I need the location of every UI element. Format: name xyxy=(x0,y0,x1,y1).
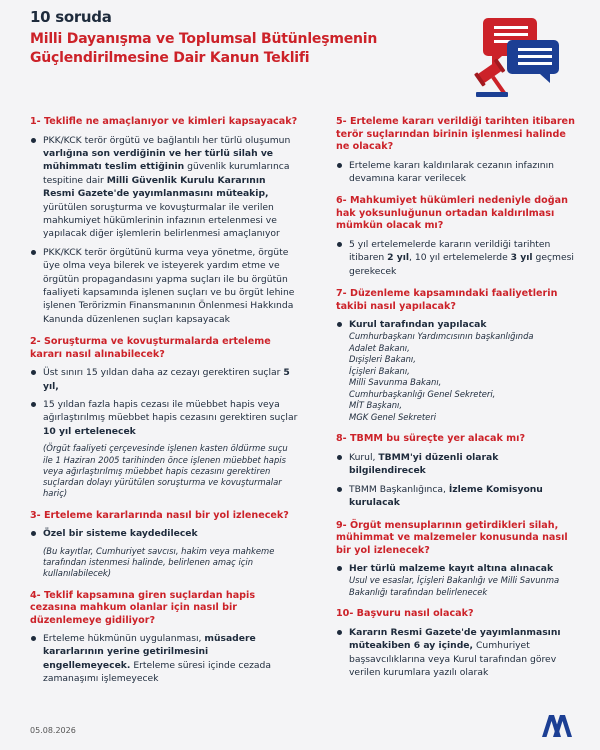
answer-text: , 10 yıl ertelemelerde xyxy=(409,252,511,264)
member-line: MİT Başkanı, xyxy=(349,400,402,411)
answer-text: Üst sınırı 15 yıldan daha az cezayı gerektiren suçlar xyxy=(43,367,284,379)
answer-text: geçmesi gerekecek xyxy=(349,252,574,277)
answer-bold: varlığına son verdiğinin ve her türlü silah ve mühimmatı teslim ettiğinin xyxy=(43,147,274,173)
law-chat-icon xyxy=(466,12,566,104)
answer-item: PKK/KCK terör örgütünü kurma veya yönetme, örgüte üye olma veya bilerek ve isteyerek yardım etme ve örgütün propagandasını yapma suçları ile bu örgütün faaliyeti kapsamında işlenen suçları ve bu örgüt lehine işlenen Terörizmin Finansmanının Önlenmesi Hakkında Kanunda düzenlenen suçları kapsayacak xyxy=(30,246,298,326)
answer-item xyxy=(336,626,576,680)
answer-item xyxy=(30,398,298,438)
member-line: Milli Savunma Bakanı, xyxy=(349,377,442,388)
answer-bold: 10 yıl ertelenecek xyxy=(43,425,136,437)
question-title: 3- Erteleme kararlarında nasıl bir yol izlenecek? xyxy=(30,509,289,521)
question-1 xyxy=(30,116,298,326)
page-title-line1: Milli Dayanışma ve Toplumsal Bütünleşmenin xyxy=(30,31,378,47)
question-title: 5- Erteleme kararı verildiği tarihten itibaren terör suçlarından birinin işlenmesi halinde ne olacak? xyxy=(336,116,575,152)
member-line: İçişleri Bakanı, xyxy=(349,365,410,376)
answer-text: 15 yıldan fazla hapis cezası ile müebbet hapis veya ağırlaştırılmış müebbet hapis cezasını gerektiren suçlar xyxy=(43,399,298,424)
page-title-line2: Güçlendirilmesine Dair Kanun Teklifi xyxy=(30,50,310,66)
answer-bold: İzleme Komisyonu kurulacak xyxy=(349,483,543,509)
answer-bold: Kararın Resmi Gazete'de yayımlanmasını müteakiben 6 ay içinde, xyxy=(349,626,561,652)
answer-item xyxy=(336,483,576,510)
member-line: Cumhurbaşkanlığı Genel Sekreteri, xyxy=(349,388,496,399)
answer-text: 5 yıl ertelemelerde kararın verildiği tarihten itibaren xyxy=(349,238,551,264)
question-title: 2- Soruşturma ve kovuşturmalarda erteleme kararı nasıl alınabilecek? xyxy=(30,336,271,360)
answer-text: güvenlik kurumlarınca tespitine dair xyxy=(43,161,290,186)
question-title: 6- Mahkumiyet hükümleri nedeniyle doğan hak yoksunluğunun ortadan kaldırılması mümkün olacak mı? xyxy=(336,195,568,232)
left-column xyxy=(30,116,298,696)
question-4 xyxy=(30,590,298,686)
page-kicker: 10 soruda xyxy=(30,8,112,26)
question-10 xyxy=(336,608,576,679)
answer-item xyxy=(30,134,298,241)
answer-text: Kurul, xyxy=(349,451,379,463)
answer-text: Erteleme süresi içinde cezada zamanaşımı işlemeyecek xyxy=(43,659,272,685)
member-line: Dışişleri Bakanı, xyxy=(349,354,416,365)
question-2 xyxy=(30,336,298,500)
question-title: 7- Düzenleme kapsamındaki faaliyetlerin takibi nasıl yapılacak? xyxy=(336,288,558,312)
question-3 xyxy=(30,510,298,580)
question-title: 8- TBMM bu süreçte yer alacak mı? xyxy=(336,433,526,445)
right-column xyxy=(336,116,576,690)
answer-item xyxy=(30,632,298,686)
answer-bold: müsadere kararlarının yerine getirilmesini engellemeyecek. xyxy=(43,633,256,671)
member-line: MGK Genel Sekreteri xyxy=(349,411,437,422)
answer-bold: TBMM'yi düzenli olarak bilgilendirecek xyxy=(349,451,499,477)
question-title: 1- Teklifle ne amaçlanıyor ve kimleri kapsayacak? xyxy=(30,116,298,127)
answer-text: Cumhuriyet başsavcılıklarına veya Kurul tarafından görev verilen kurumlara yazılı olarak xyxy=(349,640,557,679)
answer-item xyxy=(336,318,576,423)
answer-text: PKK/KCK terör örgütü ve bağlantılı her türlü oluşumun xyxy=(43,134,291,146)
answer-bold: 3 yıl xyxy=(510,252,533,264)
question-5 xyxy=(336,116,576,185)
answer-text: TBMM Başkanlığınca, xyxy=(349,483,449,495)
answer-bold: 5 yıl, xyxy=(43,367,290,392)
question-6 xyxy=(336,195,576,278)
question-7 xyxy=(336,288,576,423)
answer-note: (Örgüt faaliyeti çerçevesinde işlenen kasten öldürme suçu ile 1 Haziran 2005 tarihinden önce işlenen müebbet hapis veya ağırlaştırılmış müebbet hapis cezasını gerektiren suçlardan dolayı yürütülen soruşturma ve kovuşturmalar hariç) xyxy=(43,443,288,499)
answer-sub: Usul ve esaslar, İçişleri Bakanlığı ve Milli Savunma Bakanlığı tarafından belirlenecek xyxy=(349,575,560,597)
answer-bold: 2 yıl xyxy=(387,252,410,264)
page-title xyxy=(30,30,450,68)
aa-logo-icon xyxy=(540,712,574,738)
question-title: 10- Başvuru nasıl olacak? xyxy=(336,608,474,620)
member-line: Adalet Bakanı, xyxy=(349,342,410,353)
question-9 xyxy=(336,520,576,599)
header xyxy=(30,8,450,68)
question-title: 9- Örgüt mensuplarının getirdikleri silah, mühimmat ve malzemeler konusunda nasıl bir yol izlenecek? xyxy=(336,519,568,556)
answer-text: yürütülen soruşturma ve kovuşturmalar ile verilen mahkumiyet hükümlerinin infazının ertelenmesi ve yapılacak diğer işlemlerin belirlenmesi amaçlanıyor xyxy=(43,201,280,240)
answer-item: Erteleme kararı kaldırılarak cezanın infazının devamına karar verilecek xyxy=(336,159,576,186)
answer-bold: Kurul tarafından yapılacak xyxy=(349,319,487,331)
question-title: 4- Teklif kapsamına giren suçlardan hapis cezasına mahkum olanlar için nasıl bir düzenlemeye gidiliyor? xyxy=(30,589,256,626)
answer-note: (Bu kayıtlar, Cumhuriyet savcısı, hakim veya mahkeme tarafından istenmesi halinde, belirlenen amaç için kullanılabilecek) xyxy=(43,545,275,579)
member-line: Cumhurbaşkanı Yardımcısının başkanlığında xyxy=(349,331,534,342)
answer-item xyxy=(30,366,298,393)
answer-item xyxy=(336,562,576,598)
answer-item xyxy=(30,527,298,540)
answer-item xyxy=(336,238,576,278)
answer-text: Erteleme hükmünün uygulanması, xyxy=(43,633,205,644)
answer-bold: Özel bir sisteme kaydedilecek xyxy=(43,528,198,540)
answer-item xyxy=(336,451,576,478)
question-8 xyxy=(336,433,576,509)
publish-date: 05.08.2026 xyxy=(30,726,76,735)
answer-bold: Milli Güvenlik Kurulu Kararının Resmi Gazete'de yayımlanmasını müteakip, xyxy=(43,174,269,200)
answer-bold: Her türlü malzeme kayıt altına alınacak xyxy=(349,563,554,575)
